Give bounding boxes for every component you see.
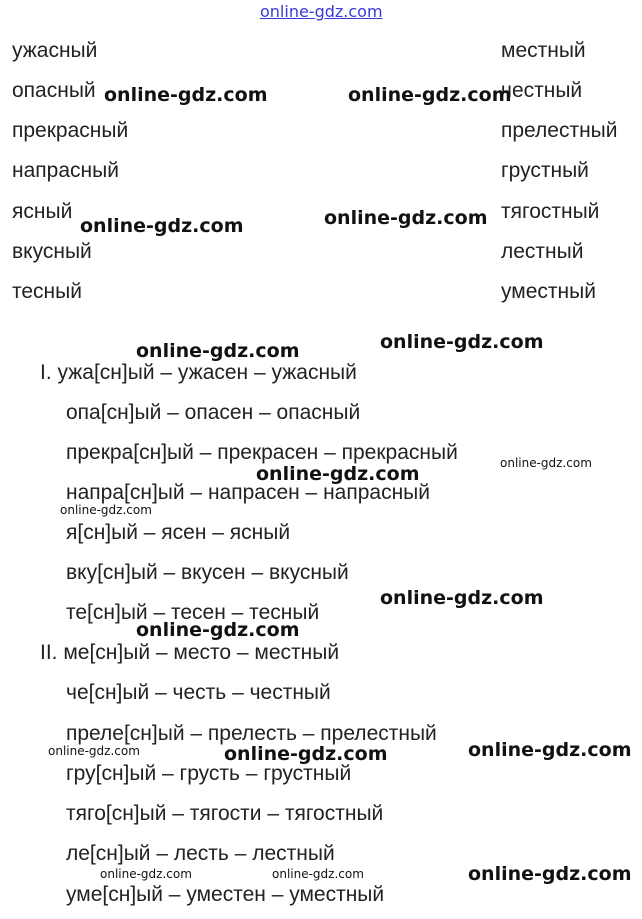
derivation-row: напра[сн]ый – напрасен – напрасный <box>66 481 431 504</box>
watermark: online-gdz.com <box>272 867 364 881</box>
word-item: грустный <box>501 159 589 182</box>
derivation-row: прекра[сн]ый – прекрасен – прекрасный <box>66 441 458 464</box>
derivation-row: уме[сн]ый – уместен – уместный <box>66 883 385 906</box>
word-item: лестный <box>501 240 584 263</box>
word-item: тягостный <box>501 200 600 223</box>
watermark: online-gdz.com <box>380 331 544 353</box>
derivation-row: те[сн]ый – тесен – тесный <box>66 601 320 624</box>
watermark: online-gdz.com <box>224 743 388 765</box>
word-item: опасный <box>12 79 96 102</box>
watermark: online-gdz.com <box>468 863 632 885</box>
word-item: ужасный <box>12 39 98 62</box>
word-item: напрасный <box>12 159 119 182</box>
watermark: online-gdz.com <box>348 84 512 106</box>
derivation-row: я[сн]ый – ясен – ясный <box>66 521 291 544</box>
word-item: уместный <box>501 280 596 303</box>
word-item: ясный <box>12 200 73 223</box>
watermark: online-gdz.com <box>136 619 300 641</box>
word-item: прекрасный <box>12 119 129 142</box>
derivation-row: II. ме[сн]ый – место – местный <box>40 641 340 664</box>
word-item: тесный <box>12 280 82 303</box>
word-item: честный <box>501 79 583 102</box>
header-watermark[interactable]: online-gdz.com <box>260 2 383 21</box>
derivation-row: опа[сн]ый – опасен – опасный <box>66 401 361 424</box>
watermark: online-gdz.com <box>60 503 152 517</box>
word-item: прелестный <box>501 119 618 142</box>
watermark: online-gdz.com <box>136 340 300 362</box>
derivation-row: преле[сн]ый – прелесть – прелестный <box>66 722 437 745</box>
derivation-row: ле[сн]ый – лесть – лестный <box>66 842 335 865</box>
watermark: online-gdz.com <box>500 456 592 470</box>
watermark: online-gdz.com <box>100 867 192 881</box>
watermark: online-gdz.com <box>48 744 140 758</box>
watermark: online-gdz.com <box>380 587 544 609</box>
derivation-row: тяго[сн]ый – тягости – тягостный <box>66 802 384 825</box>
word-item: местный <box>501 39 586 62</box>
word-item: вкусный <box>12 240 92 263</box>
watermark: online-gdz.com <box>468 739 632 761</box>
derivation-row: гру[сн]ый – грусть – грустный <box>66 762 352 785</box>
derivation-row: I. ужа[сн]ый – ужасен – ужасный <box>40 361 357 384</box>
watermark: online-gdz.com <box>80 215 244 237</box>
watermark: online-gdz.com <box>104 84 268 106</box>
watermark: online-gdz.com <box>256 463 420 485</box>
derivation-row: че[сн]ый – честь – честный <box>66 681 331 704</box>
derivation-row: вку[сн]ый – вкусен – вкусный <box>66 561 349 584</box>
watermark: online-gdz.com <box>324 207 488 229</box>
